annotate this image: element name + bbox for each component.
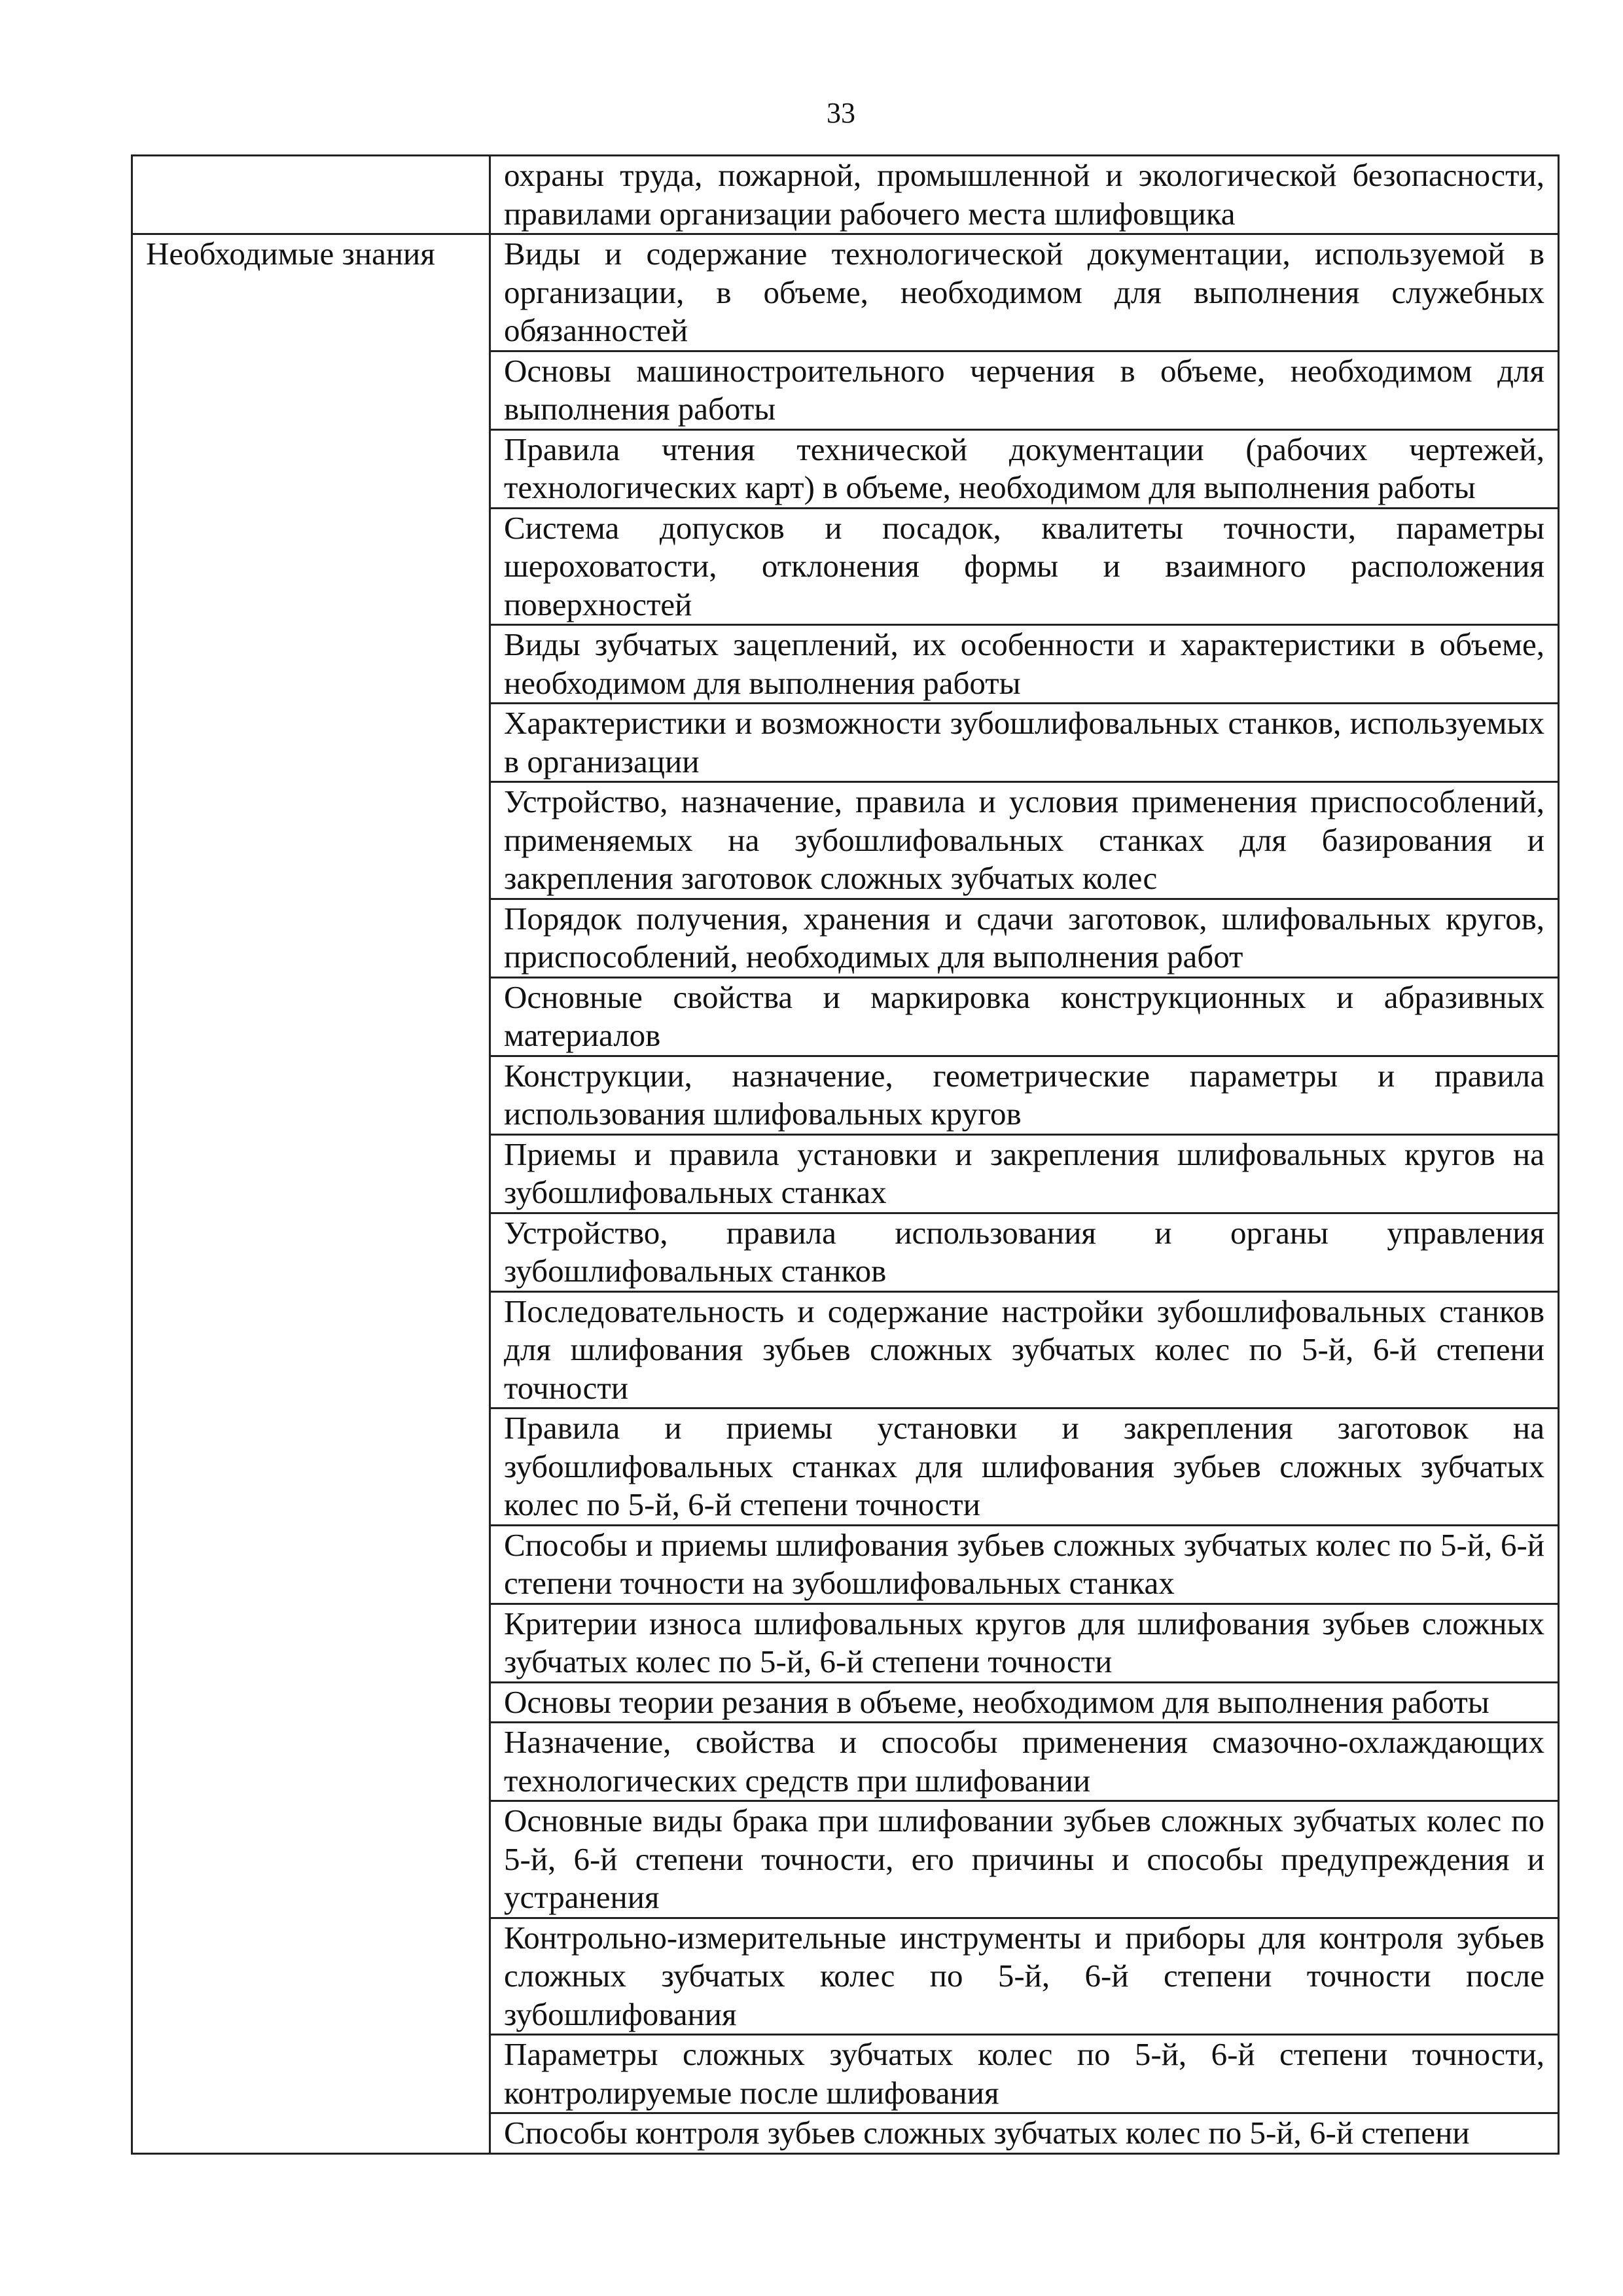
knowledge-item: Основные свойства и маркировка конструкционных и абразивных материалов [490, 977, 1559, 1056]
page-number: 33 [827, 97, 855, 129]
knowledge-item: Виды зубчатых зацеплений, их особенности и характеристики в объеме, необходимом для выполнения работы [490, 625, 1559, 704]
knowledge-item: Приемы и правила установки и закрепления шлифовальных кругов на зубошлифовальных станках [490, 1134, 1559, 1213]
knowledge-item: Последовательность и содержание настройки зубошлифовальных станков для шлифования зубьев сложных зубчатых колес по 5-й, 6-й степени точности [490, 1291, 1559, 1408]
knowledge-item: Критерии износа шлифовальных кругов для шлифования зубьев сложных зубчатых колес по 5-й, 6-й степени точности [490, 1604, 1559, 1682]
knowledge-item: Контрольно-измерительные инструменты и приборы для контроля зубьев сложных зубчатых колес по 5-й, 6-й степени точности после зубошлифования [490, 1918, 1559, 2035]
table-row [132, 156, 1559, 234]
knowledge-item: Правила чтения технической документации (рабочих чертежей, технологических карт) в объеме, необходимом для выполнения работы [490, 429, 1559, 508]
knowledge-item: Основы теории резания в объеме, необходимом для выполнения работы [490, 1682, 1559, 1723]
knowledge-item: Параметры сложных зубчатых колес по 5-й, 6-й степени точности, контролируемые после шлифования [490, 2035, 1559, 2113]
section-label: Необходимые знания [132, 234, 490, 2154]
knowledge-item: Основные виды брака при шлифовании зубьев сложных зубчатых колес по 5-й, 6-й степени точности, его причины и способы предупреждения и устранения [490, 1801, 1559, 1918]
row-label [132, 156, 490, 234]
knowledge-item: Способы контроля зубьев сложных зубчатых колес по 5-й, 6-й степени [490, 2113, 1559, 2154]
knowledge-item: Система допусков и посадок, квалитеты точности, параметры шероховатости, отклонения формы и взаимного расположения поверхностей [490, 508, 1559, 625]
knowledge-item: Характеристики и возможности зубошлифовальных станков, используемых в организации [490, 704, 1559, 782]
requirements-table [131, 154, 1560, 2155]
knowledge-item: Виды и содержание технологической документации, используемой в организации, в объеме, необходимом для выполнения служебных обязанностей [490, 234, 1559, 351]
knowledge-item: Назначение, свойства и способы применения смазочно-охлаждающих технологических средств при шлифовании [490, 1723, 1559, 1801]
knowledge-item: Конструкции, назначение, геометрические параметры и правила использования шлифовальных кругов [490, 1056, 1559, 1134]
knowledge-item: Основы машиностроительного черчения в объеме, необходимом для выполнения работы [490, 351, 1559, 429]
row-content: охраны труда, пожарной, промышленной и экологической безопасности, правилами организации рабочего места шлифовщика [490, 156, 1559, 234]
knowledge-item: Правила и приемы установки и закрепления заготовок на зубошлифовальных станках для шлифования зубьев сложных зубчатых колес по 5-й, 6-й степени точности [490, 1408, 1559, 1526]
knowledge-item: Устройство, правила использования и органы управления зубошлифовальных станков [490, 1213, 1559, 1291]
knowledge-item: Способы и приемы шлифования зубьев сложных зубчатых колес по 5-й, 6-й степени точности на зубошлифовальных станках [490, 1525, 1559, 1604]
knowledge-item: Порядок получения, хранения и сдачи заготовок, шлифовальных кругов, приспособлений, необходимых для выполнения работ [490, 899, 1559, 977]
table-row [132, 234, 1559, 351]
knowledge-item: Устройство, назначение, правила и условия применения приспособлений, применяемых на зубошлифовальных станках для базирования и закрепления заготовок сложных зубчатых колес [490, 782, 1559, 899]
